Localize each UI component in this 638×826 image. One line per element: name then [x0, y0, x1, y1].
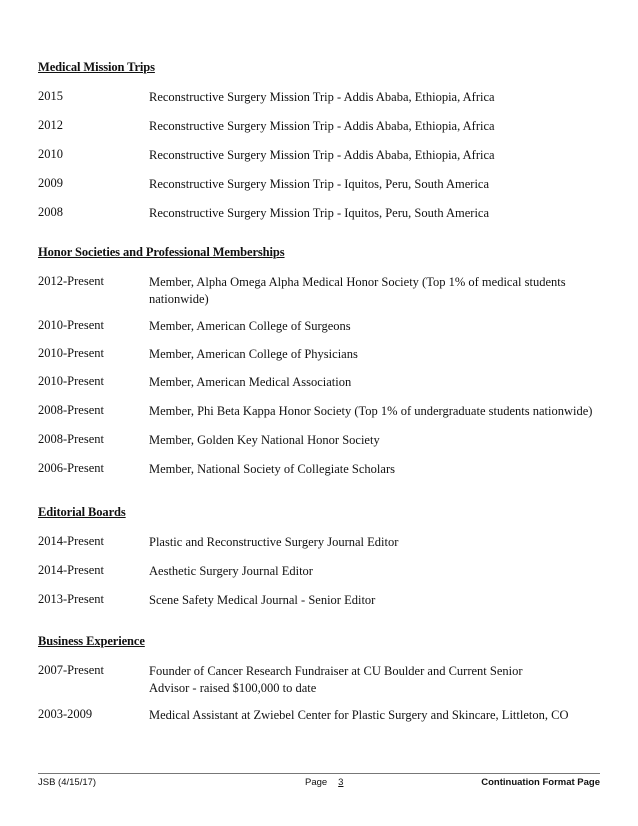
entry-date: 2012-Present [38, 274, 104, 288]
entry-description: Aesthetic Surgery Journal Editor [149, 564, 313, 578]
entry-date: 2014-Present [38, 563, 104, 577]
entry-description: Member, American College of Physicians [149, 347, 358, 361]
entry-date: 2008 [38, 205, 63, 219]
entry-description: Reconstructive Surgery Mission Trip - Iquitos, Peru, South America [149, 206, 490, 220]
entry-description: Plastic and Reconstructive Surgery Journal Editor [149, 535, 399, 549]
entry-date: 2014-Present [38, 534, 104, 548]
section-heading-honor-societies: Honor Societies and Professional Memberships [38, 245, 285, 259]
entry-date: 2003-2009 [38, 707, 93, 721]
entry-description: Reconstructive Surgery Mission Trip - Iquitos, Peru, South America [149, 177, 490, 191]
entry-description: Scene Safety Medical Journal - Senior Editor [149, 593, 376, 607]
entry-description: Member, National Society of Collegiate Scholars [149, 462, 395, 476]
entry-date: 2010 [38, 147, 63, 161]
footer-divider [38, 773, 600, 774]
footer-document-id: JSB (4/15/17) [38, 777, 97, 788]
entry-date: 2015 [38, 89, 63, 103]
entry-date: 2007-Present [38, 663, 104, 677]
entry-description: Member, American College of Surgeons [149, 319, 351, 333]
entry-date: 2006-Present [38, 461, 104, 475]
entry-description: Member, Golden Key National Honor Society [149, 433, 380, 447]
entry-description: Founder of Cancer Research Fundraiser at CU Boulder and Current Senior Advisor - raised $100,000 to date [149, 664, 523, 695]
entry-description: Member, Phi Beta Kappa Honor Society (Top 1% of undergraduate students nationwide) [149, 404, 593, 418]
entry-description: Member, Alpha Omega Alpha Medical Honor Society (Top 1% of medical students nationwide) [149, 275, 566, 306]
entry-description: Reconstructive Surgery Mission Trip - Addis Ababa, Ethiopia, Africa [149, 119, 495, 133]
entry-date: 2013-Present [38, 592, 104, 606]
entry-description: Member, American Medical Association [149, 375, 352, 389]
entry-date: 2012 [38, 118, 63, 132]
entry-date: 2008-Present [38, 432, 104, 446]
entry-date: 2010-Present [38, 374, 104, 388]
entry-description: Medical Assistant at Zwiebel Center for Plastic Surgery and Skincare, Littleton, CO [149, 708, 569, 722]
page-number: 3 [338, 777, 344, 788]
page-label: Page [305, 777, 328, 788]
entry-date: 2010-Present [38, 346, 104, 360]
entry-date: 2009 [38, 176, 63, 190]
footer-format-label: Continuation Format Page [481, 777, 600, 788]
footer-page-number [305, 777, 352, 788]
entry-description: Reconstructive Surgery Mission Trip - Addis Ababa, Ethiopia, Africa [149, 90, 495, 104]
section-heading-medical-mission-trips: Medical Mission Trips [38, 60, 155, 74]
entry-date: 2010-Present [38, 318, 104, 332]
entry-date: 2008-Present [38, 403, 104, 417]
section-heading-business-experience: Business Experience [38, 634, 145, 648]
entry-description: Reconstructive Surgery Mission Trip - Addis Ababa, Ethiopia, Africa [149, 148, 495, 162]
section-heading-editorial-boards: Editorial Boards [38, 505, 126, 519]
